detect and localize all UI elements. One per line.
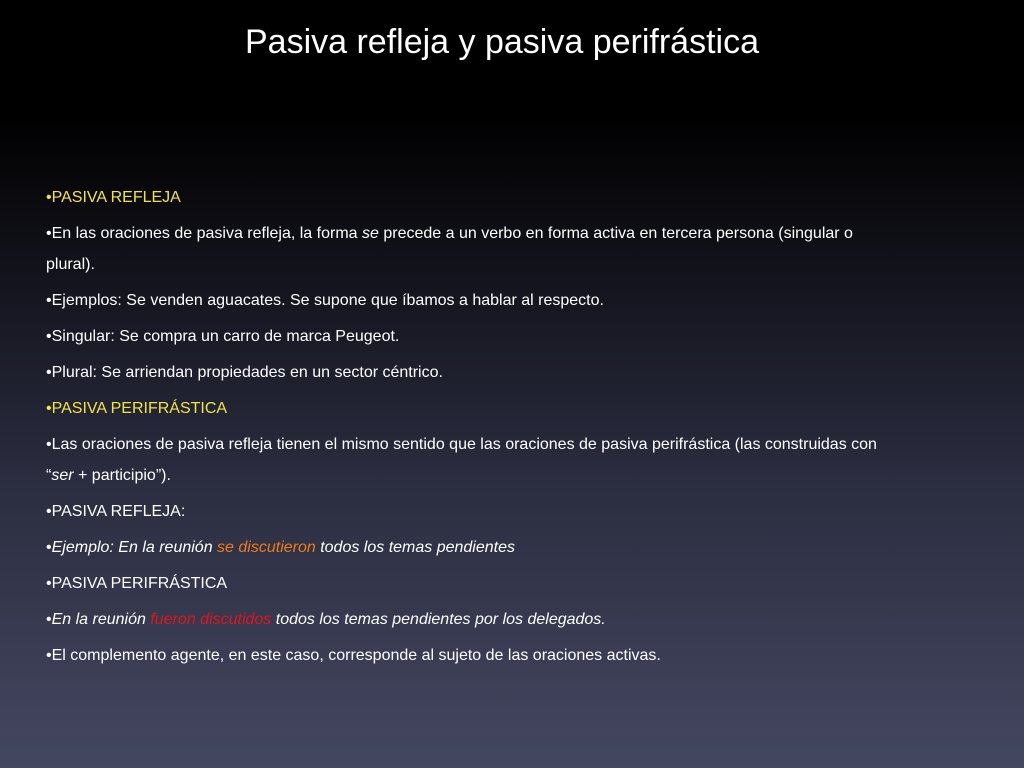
bullet-symbol: • [46, 611, 52, 628]
label-pasiva-refleja: •PASIVA REFLEJA: [46, 503, 186, 520]
bullet-symbol: • [46, 292, 52, 309]
plural-line: •Plural: Se arriendan propiedades en un sector céntrico. [46, 364, 443, 381]
bullet-symbol: • [46, 436, 52, 453]
comparison-line: •Las oraciones de pasiva refleja tienen el mismo sentido que las oraciones de pasiva perifrástica (las construidas con “ser + participio”). [46, 436, 877, 484]
examples-line: •Ejemplos: Se venden aguacates. Se supone que íbamos a hablar al respecto. [46, 292, 604, 309]
example-refleja: •Ejemplo: En la reunión se discutieron todos los temas pendientes [46, 539, 515, 556]
singular-line: •Singular: Se compra un carro de marca Peugeot. [46, 328, 400, 345]
bullet-symbol: • [46, 189, 52, 206]
bullet-symbol: • [46, 503, 52, 520]
agent-complement-line: •El complemento agente, en este caso, corresponde al sujeto de las oraciones activas. [46, 647, 661, 664]
bullet-symbol: • [46, 647, 52, 664]
slide-content [46, 182, 886, 676]
bullet-symbol: • [46, 575, 52, 592]
definition-pasiva-refleja: •En las oraciones de pasiva refleja, la forma se precede a un verbo en forma activa en tercera persona (singular o plural). [46, 225, 853, 273]
label-pasiva-perifrastica: •PASIVA PERIFRÁSTICA [46, 575, 228, 592]
bullet-symbol: • [46, 400, 52, 417]
bullet-symbol: • [46, 328, 52, 345]
bullet-symbol: • [46, 539, 52, 556]
heading-pasiva-refleja: •PASIVA REFLEJA [46, 189, 181, 206]
bullet-symbol: • [46, 225, 52, 242]
example-perifrastica: •En la reunión fueron discutidos todos los temas pendientes por los delegados. [46, 611, 606, 628]
slide-title: Pasiva refleja y pasiva perifrástica [244, 23, 759, 61]
heading-pasiva-perifrastica: •PASIVA PERIFRÁSTICA [46, 400, 228, 417]
bullet-symbol: • [46, 364, 52, 381]
